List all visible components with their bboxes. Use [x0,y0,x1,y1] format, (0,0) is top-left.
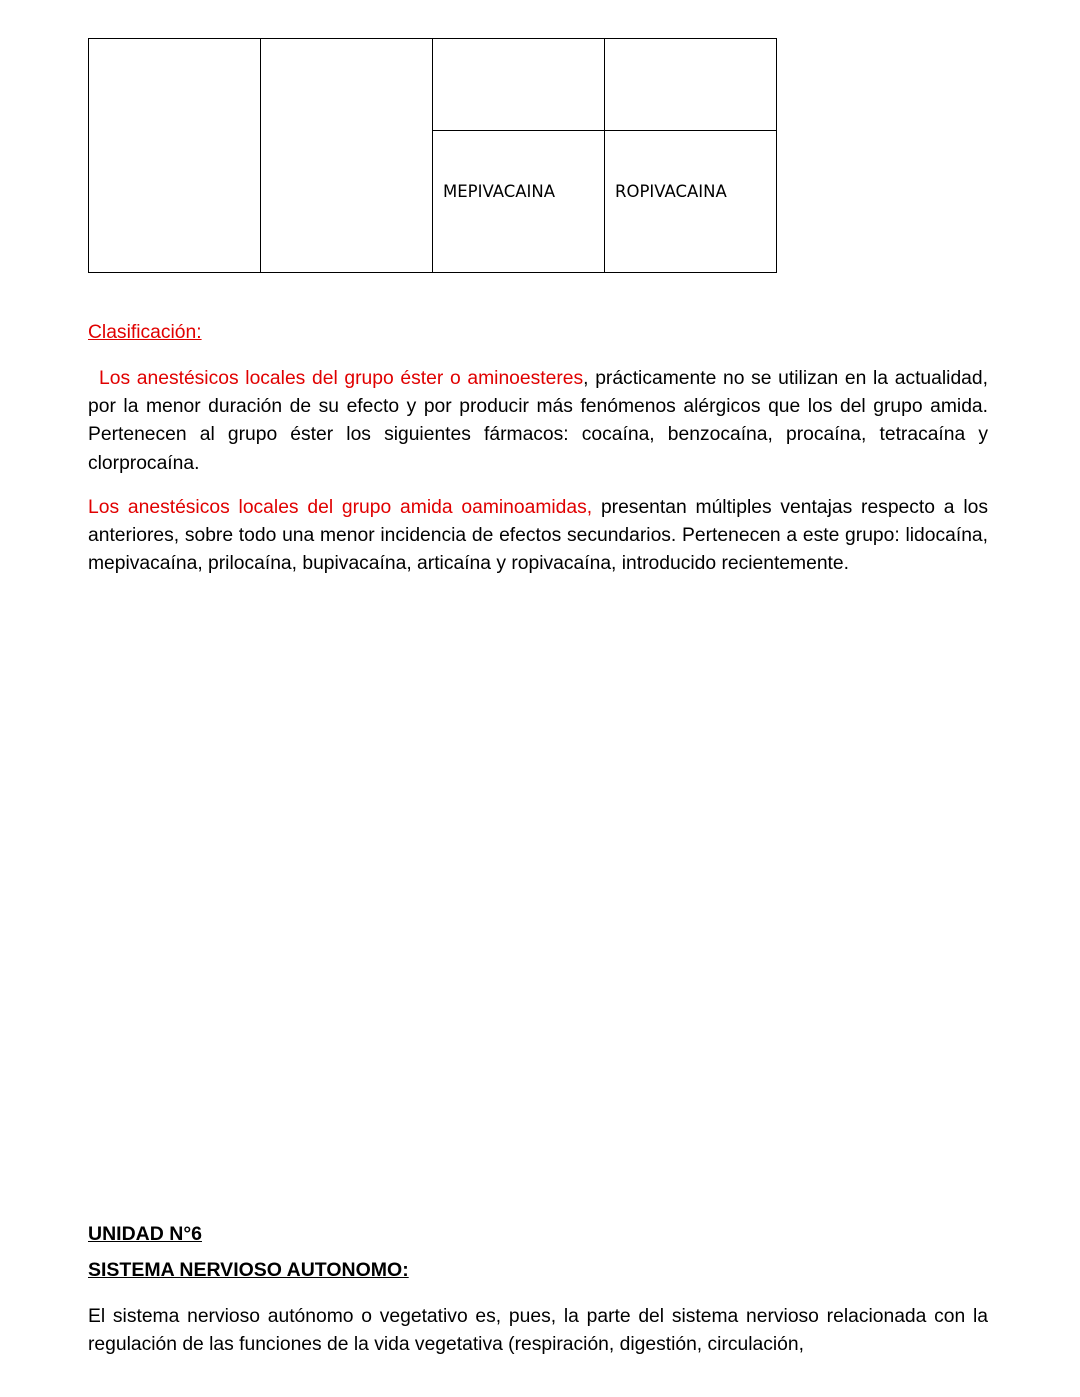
table-cell-mepivacaina: MEPIVACAINA [443,182,556,201]
table-cell-ropivacaina: ROPIVACAINA [615,182,727,201]
table-divider [432,39,433,272]
unit-subtitle: SISTEMA NERVIOSO AUTONOMO: [88,1259,409,1281]
unit-title: UNIDAD N°6 [88,1223,202,1245]
paragraph-amida [88,494,988,579]
paragraph-ester-highlight: Los anestésicos locales del grupo éster o aminoesteres [99,368,584,389]
table-row-divider [433,130,776,131]
clasificacion-heading: Clasificación: [88,322,202,343]
paragraph-ester-text: , prácticamente no se utilizan en la actualidad, por la menor duración de su efecto y por producir más fenómenos alérgicos que los del grupo amida. Pertenecen al grupo éster los siguientes fármacos: cocaína, benzocaína, procaína, tetracaína y clorprocaína. [88,368,988,474]
drug-table [88,38,777,273]
paragraph-amida-text: presentan múltiples ventajas respecto a los anteriores, sobre todo una menor incidencia de efectos secundarios. Pertenecen a este grupo: lidocaína, mepivacaína, prilocaína, bupivacaína, articaína y ropivacaína, introducido recientemente. [88,497,988,575]
paragraph-ester [88,365,988,478]
paragraph-sna: El sistema nervioso autónomo o vegetativo es, pues, la parte del sistema nervioso relacionada con la regulación de las funciones de la vida vegetativa (respiración, digestión, circulación, [88,1306,988,1356]
paragraph-amida-highlight: Los anestésicos locales del grupo amida oaminoamidas, [88,497,593,518]
table-divider [604,39,605,272]
table-divider [260,39,261,272]
